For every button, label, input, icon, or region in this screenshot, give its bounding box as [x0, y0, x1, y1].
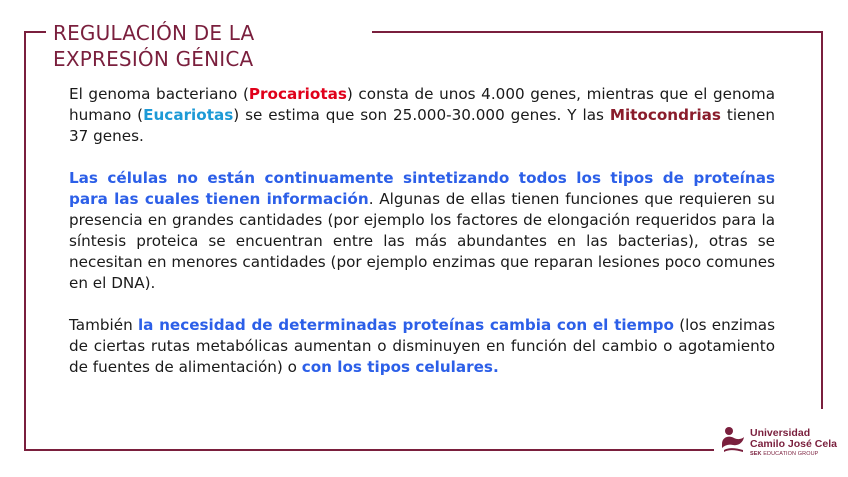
paragraph-1-text-2: ) consta de unos 4.000 genes, mientras que el genoma humano (: [69, 85, 776, 124]
university-logo-sub-bold: SEK: [750, 451, 762, 457]
paragraph-protein-needs: [69, 315, 775, 378]
university-logo-name: [750, 428, 837, 450]
paragraph-3-text-2: (los enzimas de ciertas rutas metabólicas aumentan o disminuyen en función del cambio o agotamiento de fuentes de alimentación) o: [69, 316, 775, 376]
frame-right-line: [821, 31, 823, 409]
slide-content: [69, 84, 775, 378]
slide-title-line-1: REGULACIÓN DE LA: [53, 21, 255, 45]
frame-top-right-line: [372, 31, 823, 33]
university-logo-subtitle: [750, 451, 818, 457]
paragraph-3-highlight-2: con los tipos celulares.: [301, 358, 499, 376]
slide-title: [53, 20, 254, 72]
eucariotas-term: Eucariotas: [143, 106, 234, 124]
frame-bottom-line: [24, 449, 714, 451]
university-logo: [718, 422, 836, 462]
university-logo-line-2: Camilo José Cela: [750, 438, 837, 450]
university-logo-icon: [720, 426, 746, 454]
slide-title-line-2: EXPRESIÓN GÉNICA: [53, 47, 254, 71]
paragraph-genome-sizes: [69, 84, 775, 147]
university-logo-line-1: Universidad: [750, 427, 811, 439]
paragraph-1-text-3: ) se estima que son 25.000-30.000 genes. Y las: [233, 106, 610, 124]
mitocondrias-term: Mitocondrias: [609, 106, 721, 124]
paragraph-3-highlight-1: la necesidad de determinadas proteínas cambia con el tiempo: [137, 316, 674, 334]
university-logo-sub-rest: EDUCATION GROUP: [761, 451, 819, 457]
paragraph-protein-synthesis: [69, 168, 775, 294]
paragraph-3-text-1: También: [69, 316, 138, 334]
paragraph-2-highlight: Las células no están continuamente sintetizando todos los tipos de proteínas para las cuales tienen información: [69, 169, 775, 208]
paragraph-1-text-1: El genoma bacteriano (: [69, 85, 249, 103]
procariotas-term: Procariotas: [248, 85, 347, 103]
frame-top-left-line: [24, 31, 46, 33]
paragraph-2-text: . Algunas de ellas tienen funciones que requieren su presencia en grandes cantidades (por ejemplo los factores de elongación requeridos para la síntesis proteica se encuentran entre las más abundantes en las bacterias), otras se necesitan en menores cantidades (por ejemplo enzimas que reparan lesiones poco comunes en el DNA).: [69, 190, 775, 292]
frame-left-line: [24, 31, 26, 451]
paragraph-1-text-4: tienen 37 genes.: [69, 106, 775, 145]
